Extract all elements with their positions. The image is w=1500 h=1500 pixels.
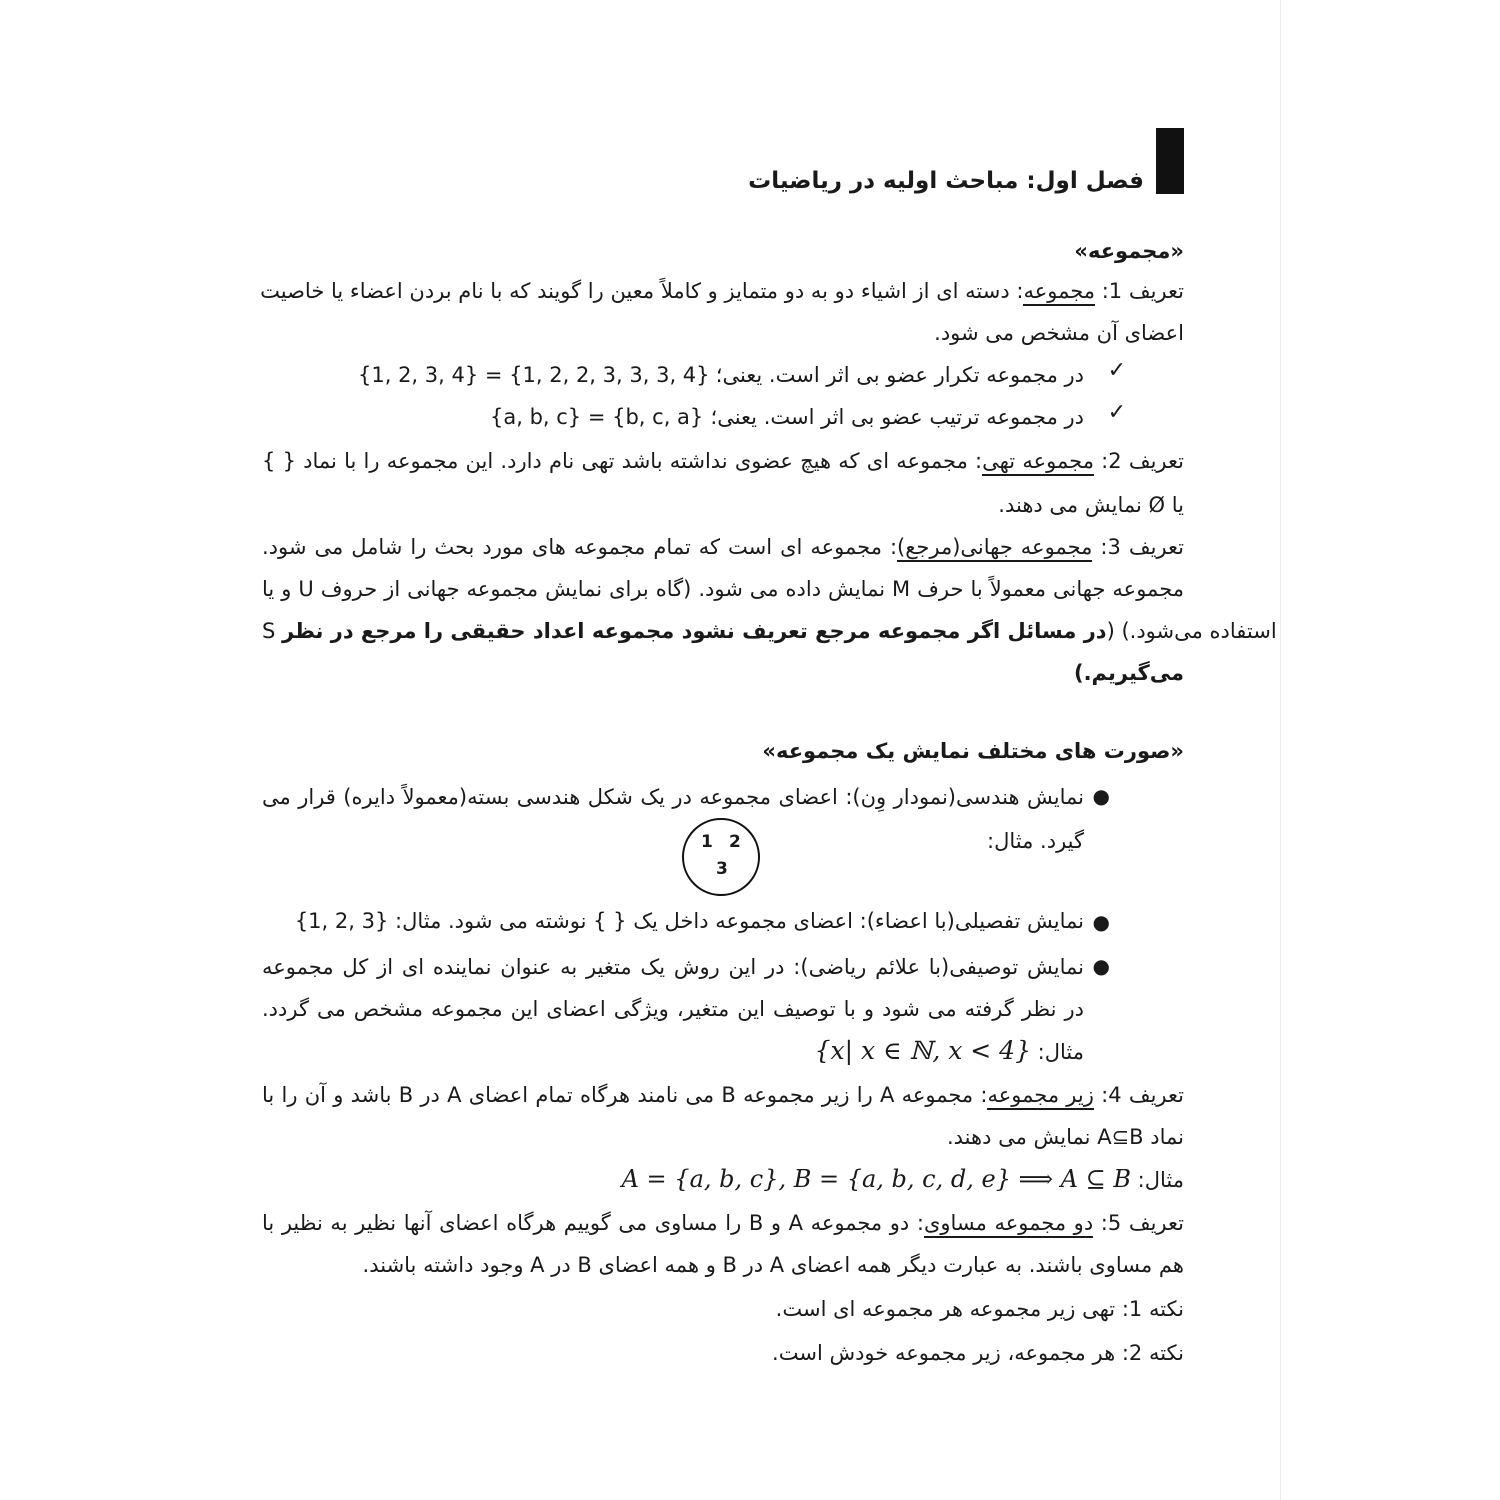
definition-2-line-1 [262, 446, 1184, 476]
bullet-geometric-line-2: گیرد. مثال: [987, 829, 1084, 853]
definition-1-line-2: اعضای آن مشخص می شود. [934, 321, 1184, 345]
definition-2-text: : مجموعه ای که هیچ عضوی نداشته باشد تهی نام دارد. این مجموعه را با نماد { } [262, 449, 983, 473]
definition-5-label: تعریف 5: [1100, 1211, 1184, 1235]
bullet-icon: ● [1092, 954, 1110, 978]
bullet-list-form-math: {1, 2, 3} [294, 909, 389, 933]
section-heading-representations: «صورت های مختلف نمایش یک مجموعه» [762, 739, 1184, 763]
check-item-1-text: در مجموعه تکرار عضو بی اثر است. یعنی؛ [715, 363, 1084, 387]
definition-3-line-3 [262, 616, 1277, 646]
bullet-list-form [292, 906, 1084, 936]
definition-4-term: زیر مجموعه [987, 1083, 1093, 1110]
chapter-title: فصل اول: مباحث اولیه در ریاضیات [748, 168, 1144, 194]
definition-5-line-2: هم مساوی باشند. به عبارت دیگر همه اعضای A در B و همه اعضای B در A وجود داشته باشند. [362, 1253, 1184, 1277]
bullet-icon: ● [1092, 784, 1110, 808]
bullet-descriptive-example [262, 1036, 1084, 1067]
checkmark-icon: ✓ [1107, 400, 1126, 425]
bullet-descriptive-math: {x| x ∈ ℕ, x < 4} [814, 1036, 1031, 1065]
venn-diagram-circle [682, 818, 760, 896]
definition-3-line-4: می‌گیریم.) [1073, 661, 1184, 685]
check-item-1-math: {1, 2, 3, 4} = {1, 2, 2, 3, 3, 3, 4} [358, 363, 710, 387]
definition-3-line-3-b: در مسائل اگر مجموعه مرجع تعریف نشود مجموعه اعداد حقیقی را مرجع در نظر [282, 619, 1107, 643]
check-item-2-text: در مجموعه ترتیب عضو بی اثر است. یعنی؛ [710, 405, 1084, 429]
definition-2-label: تعریف 2: [1101, 449, 1184, 473]
definition-3-line-1 [262, 532, 1184, 562]
section-heading-sets: «مجموعه» [1074, 239, 1184, 263]
document-page [260, 0, 1277, 1500]
definition-4-line-2: نماد A⊆B نمایش می دهند. [946, 1125, 1184, 1149]
venn-element: 1 [701, 832, 713, 852]
bullet-descriptive-example-label: مثال: [1037, 1040, 1084, 1064]
bullet-list-form-text: نمایش تفصیلی(با اعضاء): اعضای مجموعه داخل یک { } نوشته می شود. مثال: [395, 909, 1084, 933]
bullet-descriptive-line-1: نمایش توصیفی(با علائم ریاضی): در این روش یک متغیر به عنوان نماینده ای از کل مجموعه [262, 955, 1084, 979]
chapter-heading-bar [1156, 128, 1184, 194]
page-edge-line [1280, 0, 1281, 1500]
definition-3-line-3-a: S استفاده می‌شود.) ( [262, 619, 1277, 643]
bullet-descriptive-line-2: در نظر گرفته می شود و با توصیف این متغیر، ویژگی اعضای این مجموعه مشخص می گردد. [262, 997, 1084, 1021]
check-item-2-math: {a, b, c} = {b, c, a} [490, 405, 704, 429]
definition-2-line-2: یا Ø نمایش می دهند. [998, 493, 1184, 517]
note-2: نکته 2: هر مجموعه، زیر مجموعه خودش است. [772, 1341, 1184, 1365]
note-1: نکته 1: تهی زیر مجموعه هر مجموعه ای است. [775, 1297, 1184, 1321]
checkmark-icon: ✓ [1107, 358, 1126, 383]
bullet-icon: ● [1092, 910, 1110, 934]
definition-5-text: : دو مجموعه A و B را مساوی می گوییم هرگاه اعضای آنها نظیر به نظیر با [262, 1211, 924, 1235]
definition-4-example-math: A = {a, b, c}, B = {a, b, c, d, e} ⟹ A ⊆ B [621, 1165, 1131, 1193]
definition-3-term: مجموعه جهانی(مرجع) [897, 535, 1092, 562]
definition-4-text: : مجموعه A را زیر مجموعه B می نامند هرگاه تمام اعضای A در B باشد و آن را با [262, 1083, 988, 1107]
definition-5-term: دو مجموعه مساوی [924, 1211, 1093, 1238]
definition-3-label: تعریف 3: [1100, 535, 1184, 559]
definition-4-example-label: مثال: [1137, 1168, 1184, 1192]
definition-3-line-2: مجموعه جهانی معمولاً با حرف M نمایش داده می شود. (گاه برای نمایش مجموعه جهانی از حروف U و یا [262, 577, 1185, 601]
definition-1-label: تعریف 1: [1101, 279, 1184, 303]
definition-1-term: مجموعه [1023, 279, 1095, 306]
venn-element: 2 [729, 832, 741, 852]
definition-4-example [262, 1164, 1184, 1195]
definition-3-text: : مجموعه ای است که تمام مجموعه های مورد بحث را شامل می شود. [262, 535, 898, 559]
check-item-2 [482, 402, 1084, 432]
definition-5-line-1 [262, 1208, 1184, 1238]
definition-2-term: مجموعه تهی [982, 449, 1094, 476]
bullet-geometric-line-1: نمایش هندسی(نمودار وِن): اعضای مجموعه در یک شکل هندسی بسته(معمولاً دایره) قرار می [262, 785, 1084, 809]
definition-1-text: : دسته ای از اشیاء دو به دو متمایز و کاملاً معین را گویند که با نام بردن اعضاء یا خاصیت [260, 279, 1024, 303]
venn-element: 3 [716, 859, 728, 879]
definition-1-line-1 [262, 276, 1184, 306]
check-item-1 [358, 360, 1084, 390]
definition-4-label: تعریف 4: [1101, 1083, 1184, 1107]
definition-4-line-1 [262, 1080, 1184, 1110]
